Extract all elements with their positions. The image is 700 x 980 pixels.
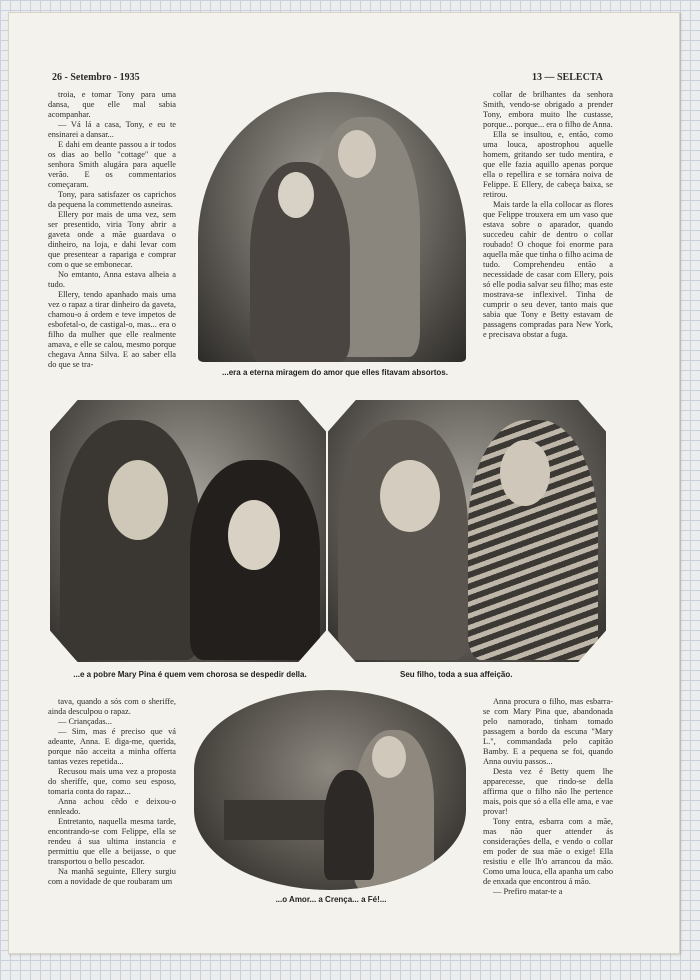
paragraph: — Prefiro matar-te a bbox=[493, 887, 563, 896]
figure-mother bbox=[338, 420, 468, 660]
photo-two-women bbox=[50, 400, 326, 662]
paragraph: Tony entra, esbarra com a mãe, mas não quer attender ás considerações della, e vendo o collar em poder de sua mãe o exige! Ella resistiu e elle lh'o arrancou da mão. Como uma louca, ella apanha um cabo de enxada que encontrou á mão. bbox=[483, 817, 613, 886]
paragraph: Na manhã seguinte, Ellery surgiu com a novidade de que roubaram um bbox=[48, 867, 176, 886]
paragraph: Entretanto, naquella mesma tarde, encontrando-se com Felippe, ella se rendeu á sua ultima instancia e permittiu que elle a beijasse, o que transportou o bello pescador. bbox=[48, 817, 176, 866]
caption-mid-left-photo: ...e a pobre Mary Pina é quem vem chorosa se despedir della. bbox=[73, 670, 307, 679]
paragraph: Ellery por mais de uma vez, sem ser presentido, viria Tony abrir a gaveta onde a mãe guardava o dinheiro, na loja, e dahi levar com que presentear a rapariga e comprar com o que se embonecar. bbox=[48, 210, 176, 269]
paragraph: tava, quando a sós com o sheriffe, ainda desculpou o rapaz. bbox=[48, 697, 176, 716]
text-column-top-left bbox=[48, 90, 176, 390]
text-column-top-right bbox=[483, 90, 613, 390]
photo-mother-and-son bbox=[328, 400, 606, 662]
caption-bottom-photo: ...o Amor... a Crença... a Fé!... bbox=[275, 895, 387, 904]
text-column-bottom-left bbox=[48, 697, 176, 907]
paragraph: Anna achou cêdo e deixou-o ennleado. bbox=[48, 797, 176, 816]
face-man-standing bbox=[372, 736, 406, 778]
paragraph: — Sim, mas é preciso que vá adeante, Anna. E diga-me, querida, porque não acceita a minha offerta tantas vezes repetida... bbox=[48, 727, 176, 766]
paragraph: Desta vez é Betty quem lhe apparecesse, que rindo-se della affirma que o filho não lhe pertence mais, pois que só a ella elle ama, e vae provar! bbox=[483, 767, 613, 816]
face-man bbox=[338, 130, 376, 178]
page-header-magazine: 13 — SELECTA bbox=[532, 72, 603, 83]
paragraph: Recusou mais uma vez a proposta do sheriffe, que, como seu esposo, tomaria conta do rapaz... bbox=[48, 767, 176, 796]
paragraph: Tony, para satisfazer os caprichos da pequena la commettendo asneiras. bbox=[48, 190, 176, 209]
paragraph: — Vá lá a casa, Tony, e eu te ensinarei a dansar... bbox=[48, 120, 176, 139]
caption-top-photo: ...era a eterna miragem do amor que elles fitavam absortos. bbox=[222, 368, 448, 377]
face-young-woman bbox=[228, 500, 280, 570]
figure-older-woman bbox=[60, 420, 200, 660]
caption-mid-right-photo: Seu filho, toda a sua affeição. bbox=[400, 670, 513, 679]
paragraph: troia, e tomar Tony para uma dansa, que elle mal sabia acompanhar. bbox=[48, 90, 176, 119]
face-mother bbox=[380, 460, 440, 532]
paragraph: E dahi em deante passou a ir todos os dias ao bello "cottage" que a senhora Smith alugára para aquelle verão. E os commentarios começaram. bbox=[48, 140, 176, 189]
paragraph: Ella se insultou, e, então, como uma louca, apostrophou aquelle homem, gritando ser tudo mentira, e que elle fazia aquillo apenas porque ella o repellira e se tornára noiva de Felippe. E Ellery, de cabeça baixa, se retirou. bbox=[483, 130, 613, 199]
face-son bbox=[500, 440, 550, 506]
paragraph: — Criançadas... bbox=[58, 717, 112, 726]
paragraph: collar de brilhantes da senhora Smith, vendo-se obrigado a prender Tony, embora muito lhe custasse, porque... porque... era o filho de Anna. bbox=[483, 90, 613, 129]
paragraph: Mais tarde la ella collocar as flores que Felippe trouxera em um vaso que estava sobre o aparador, quando succedeu cahir de dentro o collar roubado! O choque foi enorme para aquella mãe que tinha o filho acima de tudo. Comprehendeu então a necessidade de casar com Ellery, pois só elle podia salvar seu filho; mas este mostrava-se inflexivel. Tinha de cumprir o seu dever, tanto mais que sabia que Tony e Betty estavam de passagens compradas para New York, e precisava obstar a fuga. bbox=[483, 200, 613, 339]
paragraph: Ellery, tendo apanhado mais uma vez o rapaz a tirar dinheiro da gaveta, chamou-o á ordem e teve impetos de esbofetal-o, de castigal-o, mas... era o filho da mulher que elle realmente amava, e elle se calou, mesmo porque chegava Anna Silva. E ao saber ella do que se tra- bbox=[48, 290, 176, 369]
figure-woman-seated bbox=[324, 770, 374, 880]
page-header-date: 26 - Setembro - 1935 bbox=[52, 72, 140, 83]
text-column-bottom-right bbox=[483, 697, 613, 907]
face-woman bbox=[278, 172, 314, 218]
paragraph: Anna procura o filho, mas esbarra-se com Mary Pina que, abandonada pelo namorado, tinham tomado passagem a bordo da escuna "Mary L.", commandada pelo capitão Bamby. E a pequena se foi, quando Anna ouviu passos... bbox=[483, 697, 613, 766]
paragraph: No emtanto, Anna estava alheia a tudo. bbox=[48, 270, 176, 289]
photo-interior-scene bbox=[194, 690, 466, 890]
face-older-woman bbox=[108, 460, 168, 540]
